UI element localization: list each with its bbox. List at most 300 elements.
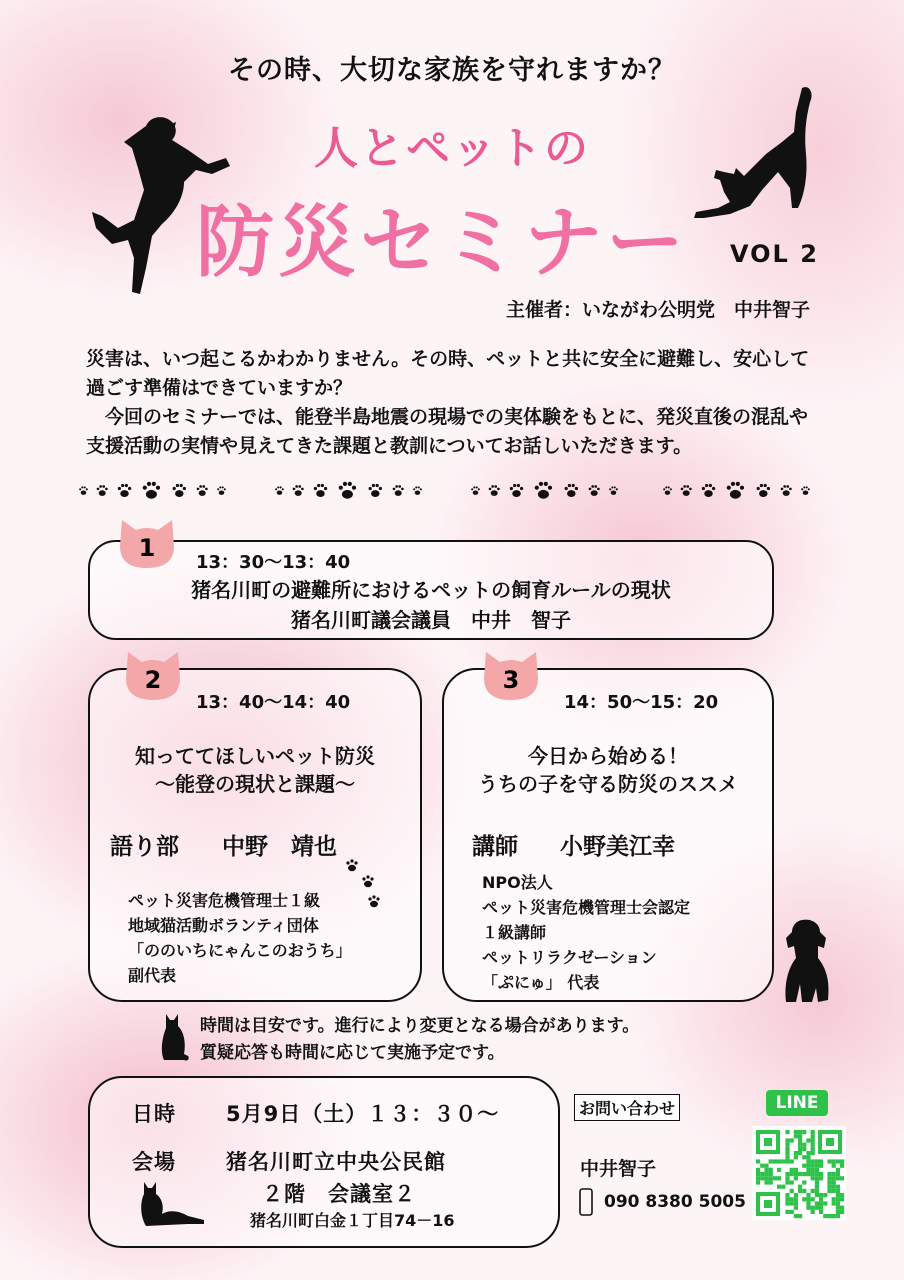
paw-toe [97, 488, 100, 491]
paw-toe [789, 488, 792, 491]
paw-toe [156, 486, 160, 490]
qr-code-icon[interactable] [752, 1126, 846, 1220]
qr-module [819, 1172, 823, 1176]
paw-toe [369, 487, 372, 490]
session-3-number: 3 [502, 666, 520, 694]
paw-toe [176, 484, 179, 487]
paw-toe [736, 482, 740, 486]
qr-module [802, 1164, 806, 1168]
qr-module [802, 1143, 806, 1147]
qr-module [790, 1180, 794, 1184]
qr-module [836, 1159, 840, 1163]
paw-toe [222, 486, 224, 488]
qr-module [806, 1138, 810, 1142]
session-1-number: 1 [138, 534, 156, 562]
qr-module [806, 1193, 810, 1197]
paw-toe [489, 488, 492, 491]
paw-print-icon [611, 490, 617, 494]
paw-toe [616, 488, 618, 490]
paw-toe [415, 486, 417, 488]
paw-print-icon [81, 490, 87, 494]
qr-module [785, 1172, 789, 1176]
paw-toe [125, 484, 128, 487]
session-2-profile-line: 地域猫活動ボランティ団体 [128, 916, 319, 935]
paw-toe [99, 485, 102, 488]
qr-module [798, 1147, 802, 1151]
qr-module [832, 1176, 836, 1180]
qr-module [794, 1130, 798, 1134]
qr-module [823, 1214, 827, 1218]
qr-module [836, 1201, 840, 1205]
paw-toe [199, 485, 202, 488]
paw-print-icon [759, 490, 768, 497]
paw-toe [224, 488, 226, 490]
qr-module [811, 1210, 815, 1214]
paw-toe [544, 482, 548, 486]
qr-module [769, 1176, 773, 1180]
paw-toe [757, 487, 760, 490]
paw-toe [401, 488, 404, 491]
paw-print-icon [803, 490, 809, 494]
paw-print-icon [683, 490, 690, 496]
qr-module [798, 1189, 802, 1193]
qr-module [836, 1214, 840, 1218]
paw-toe [413, 488, 415, 490]
qr-module [773, 1159, 777, 1163]
qr-module [811, 1197, 815, 1201]
contact-label: お問い合わせ [574, 1094, 680, 1121]
paw-toe [568, 484, 571, 487]
paw-toe [147, 482, 151, 486]
paw-print-icon [491, 490, 498, 496]
qr-module [815, 1193, 819, 1197]
session-3-title-1: 今日から始める！ [528, 744, 688, 768]
paw-toe [683, 485, 686, 488]
paw-toe [510, 487, 513, 490]
paw-toe [806, 486, 808, 488]
session-2-role: 語り部 [110, 834, 179, 860]
paw-toe [102, 485, 105, 488]
session-3-title-2: うちの子を守る防災のススメ [478, 772, 738, 796]
session-3-time: 14：50〜15：20 [564, 692, 719, 713]
qr-module [827, 1214, 831, 1218]
qr-module [811, 1172, 815, 1176]
qr-module [840, 1206, 844, 1210]
paw-toe [786, 485, 789, 488]
paw-toe [575, 487, 578, 490]
session-2-number: 2 [144, 666, 162, 694]
qr-module [815, 1189, 819, 1193]
qr-module [819, 1206, 823, 1210]
qr-module [756, 1159, 760, 1163]
qr-module [836, 1210, 840, 1214]
qr-module [794, 1201, 798, 1205]
paw-toe [767, 487, 770, 490]
qr-module [798, 1138, 802, 1142]
paw-toe [372, 484, 375, 487]
paw-toe [535, 486, 539, 490]
qr-module [794, 1176, 798, 1180]
qr-module [785, 1151, 789, 1155]
paw-print-icon [665, 490, 671, 494]
qr-module [811, 1168, 815, 1172]
paw-toe [348, 482, 352, 486]
qr-module [769, 1180, 773, 1184]
paw-toe [594, 485, 597, 488]
notes [200, 1013, 639, 1067]
qr-module [785, 1155, 789, 1159]
paw-toe [298, 485, 301, 488]
paw-toe [280, 486, 282, 488]
qr-module [756, 1176, 760, 1180]
qr-module [827, 1180, 831, 1184]
venue-label: 会場 [132, 1150, 176, 1174]
paw-toe [81, 486, 83, 488]
dog-silhouette-icon [782, 918, 834, 1004]
qr-module [790, 1197, 794, 1201]
session-1-title: 猪名川町の避難所におけるペットの飼育ルールの現状 [191, 578, 671, 602]
paw-toe [494, 485, 497, 488]
qr-module [760, 1172, 764, 1176]
qr-module [819, 1201, 823, 1205]
qr-module [811, 1138, 815, 1142]
paw-toe [513, 484, 516, 487]
qr-module [832, 1189, 836, 1193]
qr-module [815, 1185, 819, 1189]
paw-toe [491, 485, 494, 488]
qr-module [815, 1176, 819, 1180]
paw-toe [611, 486, 613, 488]
qr-module [806, 1164, 810, 1168]
session-3-profile [482, 870, 690, 995]
qr-module [794, 1193, 798, 1197]
session-1-time: 13：30〜13：40 [196, 552, 351, 573]
qr-module [781, 1185, 785, 1189]
qr-module [794, 1155, 798, 1159]
qr-module [764, 1180, 768, 1184]
session-2-title-1: 知っててほしいペット防災 [135, 744, 375, 768]
paw-toe [731, 482, 735, 486]
paw-toe [663, 488, 665, 490]
qr-module [785, 1147, 789, 1151]
paw-toe [152, 482, 156, 486]
qr-module [832, 1159, 836, 1163]
qr-module [811, 1159, 815, 1163]
qr-module [840, 1210, 844, 1214]
qr-module [840, 1197, 844, 1201]
paw-toe [565, 487, 568, 490]
qr-module [764, 1176, 768, 1180]
paw-toe [217, 488, 219, 490]
qr-module [756, 1172, 760, 1176]
qr-module [806, 1172, 810, 1176]
qr-module [777, 1185, 781, 1189]
session-2-profile [128, 888, 352, 988]
paw-print-icon [146, 490, 157, 499]
qr-module [785, 1197, 789, 1201]
qr-module [815, 1206, 819, 1210]
paw-toe [277, 486, 279, 488]
qr-module [756, 1168, 760, 1172]
qr-module [806, 1201, 810, 1205]
paw-toe [205, 488, 208, 491]
paw-toe [539, 482, 543, 486]
qr-module [802, 1197, 806, 1201]
paw-toe [686, 485, 689, 488]
paw-toe [665, 486, 667, 488]
qr-module [794, 1134, 798, 1138]
qr-module [760, 1164, 764, 1168]
paw-toe [478, 488, 480, 490]
paw-toe [497, 488, 500, 491]
qr-module [827, 1159, 831, 1163]
qr-module [790, 1172, 794, 1176]
session-2-profile-line: 「ののいちにゃんこのおうち」 [128, 941, 352, 960]
qr-module [819, 1159, 823, 1163]
paw-toe [476, 486, 478, 488]
qr-module [764, 1172, 768, 1176]
paw-print-icon [730, 490, 741, 499]
paw-print-icon [277, 490, 283, 494]
qr-module [777, 1176, 781, 1180]
tagline: その時、大切な家族を守れますか？ [228, 55, 676, 86]
qr-module [815, 1180, 819, 1184]
qr-module [802, 1130, 806, 1134]
paw-toe [301, 488, 304, 491]
qr-module [764, 1168, 768, 1172]
title-line1: 人とペットの [314, 123, 590, 174]
qr-module [815, 1159, 819, 1163]
qr-module [811, 1164, 815, 1168]
qr-module [836, 1185, 840, 1189]
paw-toe [321, 484, 324, 487]
paw-print-icon [538, 490, 549, 499]
cat-silhouette-icon [138, 1180, 206, 1228]
paw-toe [727, 486, 731, 490]
qr-module [802, 1147, 806, 1151]
qr-module [785, 1159, 789, 1163]
paw-toe [317, 484, 320, 487]
paw-toe [143, 486, 147, 490]
paw-toe [764, 484, 767, 487]
paw-print-icon [512, 490, 521, 497]
paw-toe [689, 488, 692, 491]
qr-module [790, 1138, 794, 1142]
qr-module [832, 1197, 836, 1201]
session-3-profile-line: NPO法人 [482, 873, 553, 892]
qr-module [802, 1189, 806, 1193]
qr-module [836, 1176, 840, 1180]
paw-toe [202, 485, 205, 488]
paw-print-icon [120, 490, 129, 497]
qr-module [773, 1176, 777, 1180]
venue-address: 猪名川町白金１丁目74－16 [250, 1211, 455, 1230]
date-value: 5月9日（土）１３：３０〜 [226, 1102, 500, 1126]
qr-module [785, 1130, 789, 1134]
session-2-profile-line: ペット災害危機管理士１級 [128, 891, 321, 910]
paw-toe [670, 488, 672, 490]
qr-module [811, 1151, 815, 1155]
paw-toe [395, 485, 398, 488]
intro-paragraph-2: 今回のセミナーでは、能登半島地震の現場での実体験をもとに、発災直後の混乱や支援活動の実情や見えてきた課題と教訓についてお話しいただきます。 [86, 406, 809, 457]
qr-module [827, 1189, 831, 1193]
session-2-cat-badge [122, 648, 184, 704]
paw-toe [282, 488, 284, 490]
qr-module [798, 1130, 802, 1134]
qr-module [785, 1143, 789, 1147]
qr-module [806, 1151, 810, 1155]
qr-module [815, 1168, 819, 1172]
qr-module [806, 1155, 810, 1159]
qr-module [798, 1214, 802, 1218]
qr-module [756, 1180, 760, 1184]
session-3-speaker-name: 小野美江幸 [560, 834, 675, 860]
paw-toe [339, 486, 343, 490]
session-3-profile-line: １級講師 [482, 923, 547, 942]
paw-toe [702, 487, 705, 490]
qr-module [823, 1201, 827, 1205]
qr-module [832, 1164, 836, 1168]
qr-module [764, 1164, 768, 1168]
phone-icon [578, 1188, 594, 1216]
session-3-role: 講師 [472, 834, 518, 860]
qr-module [811, 1206, 815, 1210]
qr-module [836, 1206, 840, 1210]
paw-print-icon [704, 490, 713, 497]
paw-toe [781, 488, 784, 491]
paw-toe [517, 484, 520, 487]
qr-module [785, 1176, 789, 1180]
paw-toe [219, 486, 221, 488]
session-2-speaker-name: 中野 靖也 [222, 834, 337, 860]
qr-module [819, 1176, 823, 1180]
cat-silhouette-icon [158, 1012, 192, 1062]
qr-module [823, 1193, 827, 1197]
paw-print-icon [371, 490, 380, 497]
qr-module [777, 1168, 781, 1172]
qr-module [832, 1185, 836, 1189]
qr-module [769, 1168, 773, 1172]
qr-module [840, 1159, 844, 1163]
session-3-profile-line: 「ぷにゅ」 代表 [482, 973, 600, 992]
qr-module [794, 1197, 798, 1201]
paw-print-icon [567, 490, 576, 497]
qr-module [840, 1164, 844, 1168]
paw-print-icon [199, 490, 206, 496]
qr-module [832, 1180, 836, 1184]
qr-module [840, 1176, 844, 1180]
paw-toe [609, 488, 611, 490]
qr-module [777, 1159, 781, 1163]
qr-module [785, 1193, 789, 1197]
paw-toe [343, 482, 347, 486]
contact-phone[interactable]: 090 8380 5005 [604, 1192, 746, 1212]
session-2-profile-line: 副代表 [128, 966, 177, 985]
qr-module [794, 1214, 798, 1218]
qr-module [798, 1172, 802, 1176]
qr-module [811, 1130, 815, 1134]
date-label: 日時 [132, 1102, 176, 1126]
paw-toe [597, 488, 600, 491]
paw-toe [128, 487, 131, 490]
paw-print-icon [219, 490, 225, 494]
note-line: 質疑応答も時間に応じて実施予定です。 [200, 1043, 505, 1063]
volume-label: VOL 2 [730, 240, 819, 268]
paw-toe [314, 487, 317, 490]
paw-print-icon [783, 490, 790, 496]
paw-toe [705, 484, 708, 487]
qr-module [811, 1176, 815, 1180]
paw-toe [712, 487, 715, 490]
qr-module [836, 1197, 840, 1201]
qr-module [827, 1172, 831, 1176]
qr-module [785, 1201, 789, 1205]
intro-paragraph-1: 災害は、いつ起こるかわかりません。その時、ペットと共に安全に避難し、安心して過ごす準備はできていますか？ [86, 348, 810, 399]
qr-module [785, 1180, 789, 1184]
qr-module [760, 1176, 764, 1180]
paw-toe [275, 488, 277, 490]
qr-module [840, 1193, 844, 1197]
paw-toe [589, 488, 592, 491]
qr-module [806, 1159, 810, 1163]
venue-name: 猪名川町立中央公民館 [226, 1150, 446, 1174]
paw-toe [418, 486, 420, 488]
paw-toe [760, 484, 763, 487]
qr-module [806, 1206, 810, 1210]
paw-toe [173, 487, 176, 490]
paw-toe [473, 486, 475, 488]
qr-module [827, 1185, 831, 1189]
paw-toe [197, 488, 200, 491]
qr-module [794, 1172, 798, 1176]
qr-module [785, 1138, 789, 1142]
qr-module [781, 1159, 785, 1163]
host-label: 主催者：いながわ公明党 中井智子 [506, 299, 811, 321]
qr-module [819, 1164, 823, 1168]
paw-print-icon [316, 490, 325, 497]
session-2-title-2: 〜能登の現状と課題〜 [155, 772, 355, 796]
paw-toe [398, 485, 401, 488]
qr-module [769, 1172, 773, 1176]
paw-print-icon [395, 490, 402, 496]
session-2-time: 13：40〜14：40 [196, 692, 351, 713]
qr-module [790, 1159, 794, 1163]
qr-module [785, 1210, 789, 1214]
paw-toe [118, 487, 121, 490]
qr-module [798, 1151, 802, 1155]
paw-toe [803, 486, 805, 488]
paw-toe [783, 485, 786, 488]
paw-print-icon [415, 490, 421, 494]
qr-module [832, 1172, 836, 1176]
qr-module [802, 1180, 806, 1184]
paw-toe [808, 488, 810, 490]
paw-toe [668, 486, 670, 488]
qr-module [811, 1147, 815, 1151]
intro-text [86, 345, 826, 461]
qr-module [794, 1151, 798, 1155]
paw-toe [293, 488, 296, 491]
paw-toe [572, 484, 575, 487]
qr-module [815, 1164, 819, 1168]
line-badge[interactable]: LINE [766, 1090, 828, 1116]
session-1-speaker: 猪名川町議会議員 中井 智子 [291, 608, 571, 632]
qr-module [832, 1214, 836, 1218]
paw-print-icon [473, 490, 479, 494]
qr-module [819, 1197, 823, 1201]
paw-toe [352, 486, 356, 490]
qr-module [802, 1155, 806, 1159]
